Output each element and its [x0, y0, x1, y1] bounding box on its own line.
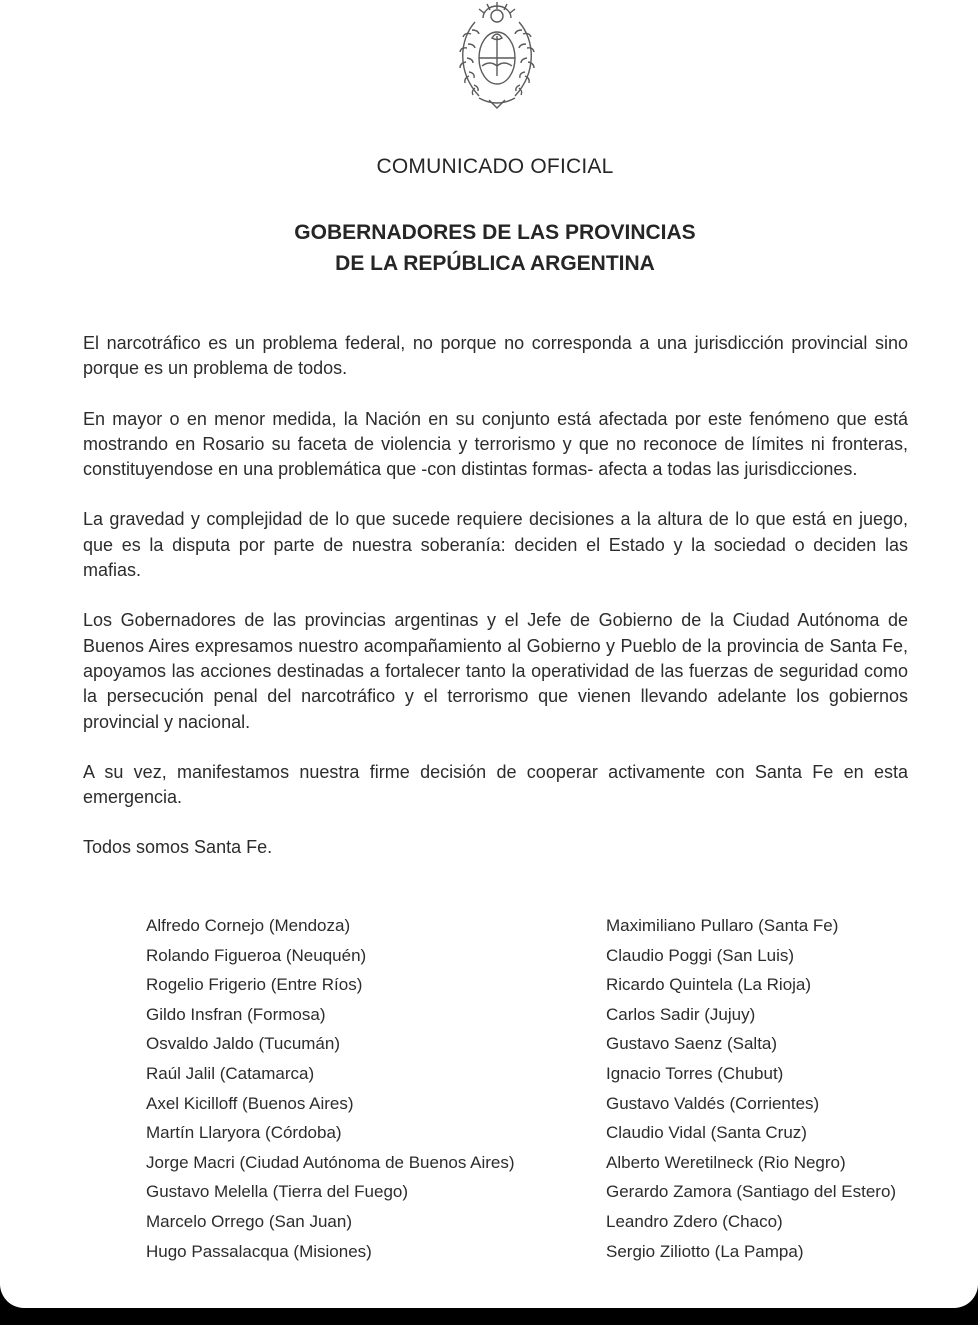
body-paragraph: Los Gobernadores de las provincias argentinas y el Jefe de Gobierno de la Ciudad Autónoma de Buenos Aires expresamos nuestro acompañamiento al Gobierno y Pueblo de la provincia de Santa Fe, apoyamos las acciones destinadas a fortalecer tanto la operatividad de las fuerzas de seguridad como la persecución penal del narcotráfico y el terrorismo que vienen llevando adelante los gobiernos provincial y nacional.	[83, 610, 908, 732]
document-title-line-1: GOBERNADORES DE LAS PROVINCIAS	[294, 221, 696, 244]
signatory: Alfredo Cornejo (Mendoza)	[146, 916, 351, 935]
signatory: Hugo Passalacqua (Misiones)	[146, 1241, 372, 1261]
signatory: Raúl Jalil (Catamarca)	[146, 1063, 315, 1083]
signatory: Claudio Vidal (Santa Cruz)	[606, 1123, 807, 1143]
signatory: Jorge Macri (Ciudad Autónoma de Buenos Aires)	[146, 1152, 515, 1172]
closing-line: Todos somos Santa Fe.	[83, 837, 273, 858]
signatory: Osvaldo Jaldo (Tucumán)	[146, 1034, 341, 1054]
signatories-right-column	[606, 911, 896, 1266]
document-body	[83, 331, 908, 886]
signatory: Gustavo Valdés (Corrientes)	[606, 1093, 820, 1113]
coat-of-arms-of-argentina-icon	[449, 0, 545, 112]
document-kicker: COMUNICADO OFICIAL	[376, 155, 614, 178]
signatory: Ignacio Torres (Chubut)	[606, 1063, 784, 1083]
body-paragraph: En mayor o en menor medida, la Nación en su conjunto está afectada por este fenómeno que está mostrando en Rosario su faceta de violencia y terrorismo y que no reconoce de límites ni fronteras, constituyendose en una problemática que -con distintas formas- afecta a todas las jurisdicciones.	[83, 408, 908, 480]
signatory: Rolando Figueroa (Neuquén)	[146, 945, 367, 965]
signatory: Martín Llaryora (Córdoba)	[146, 1123, 342, 1143]
signatory: Alberto Weretilneck (Rio Negro)	[606, 1152, 846, 1172]
signatory: Leandro Zdero (Chaco)	[606, 1211, 783, 1231]
signatory: Gustavo Saenz (Salta)	[606, 1034, 778, 1054]
signatory: Ricardo Quintela (La Rioja)	[606, 975, 812, 995]
signatory: Axel Kicilloff (Buenos Aires)	[146, 1093, 354, 1113]
signatory: Gustavo Melella (Tierra del Fuego)	[146, 1182, 409, 1202]
signatory: Rogelio Frigerio (Entre Ríos)	[146, 975, 363, 995]
signatory: Gerardo Zamora (Santiago del Estero)	[606, 1182, 897, 1202]
signatory: Gildo Insfran (Formosa)	[146, 1004, 326, 1024]
body-paragraph: A su vez, manifestamos nuestra firme decisión de cooperar activamente con Santa Fe en esta emergencia.	[83, 761, 908, 808]
document-title-line-2: DE LA REPÚBLICA ARGENTINA	[335, 252, 655, 275]
signatory: Claudio Poggi (San Luis)	[606, 945, 795, 965]
body-paragraph: El narcotráfico es un problema federal, no porque no corresponda a una jurisdicción provincial sino porque es un problema de todos.	[83, 333, 908, 379]
signatory: Maximiliano Pullaro (Santa Fe)	[606, 916, 839, 935]
signatory: Sergio Ziliotto (La Pampa)	[606, 1241, 804, 1261]
signatory: Marcelo Orrego (San Juan)	[146, 1211, 352, 1231]
body-paragraph: La gravedad y complejidad de lo que sucede requiere decisiones a la altura de lo que está en juego, que es la disputa por parte de nuestra soberanía: deciden el Estado y la sociedad o deciden las mafias.	[83, 509, 908, 581]
signatory: Carlos Sadir (Jujuy)	[606, 1004, 756, 1024]
signatories-left-column	[146, 911, 515, 1266]
